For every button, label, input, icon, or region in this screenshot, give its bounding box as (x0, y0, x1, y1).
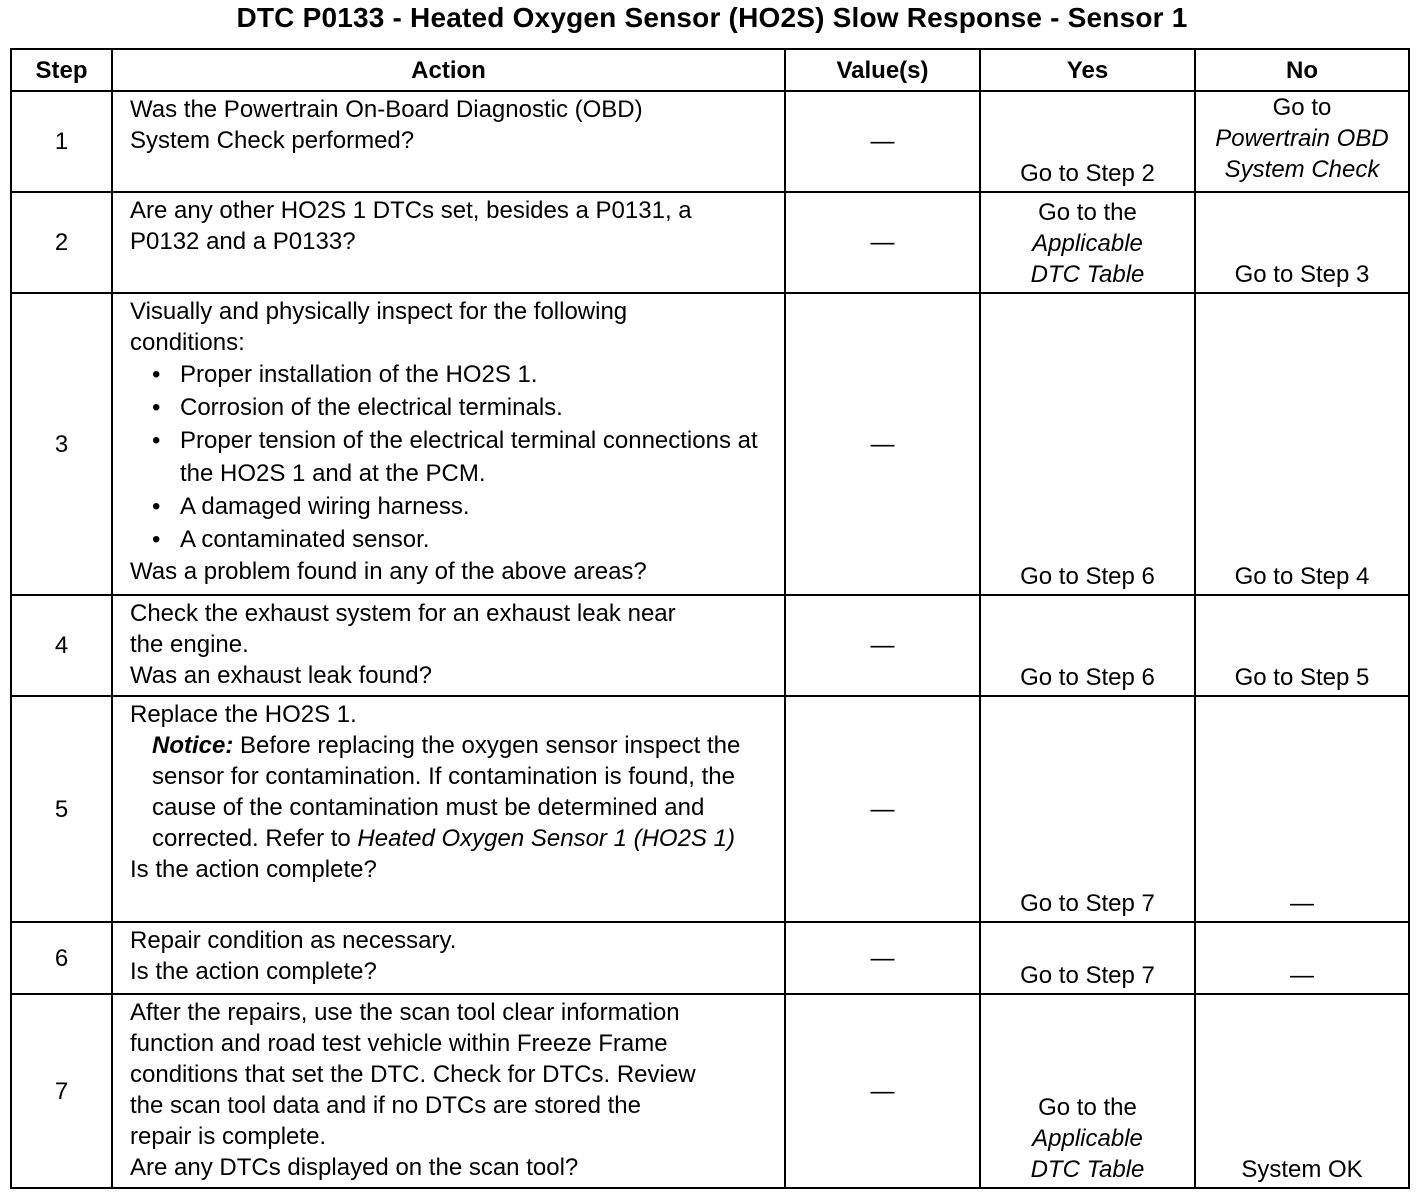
yes-cell (980, 192, 1195, 293)
action-line: System Check performed? (130, 127, 415, 154)
yes-ref-line: Applicable (1032, 1125, 1143, 1152)
yes-link: Go to Step 2 (1020, 160, 1155, 187)
list-item: • A damaged wiring harness. (152, 490, 774, 523)
condition-list (130, 358, 774, 556)
yes-cell (980, 994, 1195, 1188)
value-cell: — (785, 922, 980, 994)
list-item: • A contaminated sensor. (152, 523, 774, 556)
action-line: the engine. (130, 631, 249, 658)
no-value: — (1290, 962, 1314, 989)
header-step: Step (11, 49, 112, 91)
value-cell: — (785, 91, 980, 192)
list-item: • Corrosion of the electrical terminals. (152, 391, 774, 424)
no-ref-line: Powertrain OBD (1215, 125, 1389, 152)
diagnostic-table (10, 48, 1410, 1189)
value-cell: — (785, 696, 980, 922)
header-values: Value(s) (785, 49, 980, 91)
no-link: Go to Step 4 (1234, 563, 1370, 590)
list-item: • Proper tension of the electrical terminal connections at the HO2S 1 and at the PCM. (152, 424, 774, 490)
yes-line: Go to the (1038, 1094, 1137, 1121)
no-result: System OK (1241, 1156, 1363, 1183)
action-line: Are any other HO2S 1 DTCs set, besides a P0131, a (130, 197, 692, 224)
header-action: Action (112, 49, 785, 91)
header-yes: Yes (980, 49, 1195, 91)
no-cell (1195, 696, 1409, 922)
yes-cell (980, 922, 1195, 994)
action-question: Are any DTCs displayed on the scan tool? (130, 1154, 579, 1181)
step-number: 6 (11, 922, 112, 994)
value-cell: — (785, 994, 980, 1188)
header-row (11, 49, 1409, 91)
value-cell: — (785, 293, 980, 595)
table-row (11, 595, 1409, 696)
action-line: the scan tool data and if no DTCs are stored the (130, 1092, 641, 1119)
step-number: 7 (11, 994, 112, 1188)
action-cell (112, 91, 785, 192)
notice-block (130, 730, 774, 854)
table-row (11, 696, 1409, 922)
yes-link: Go to Step 6 (1020, 664, 1155, 691)
no-cell (1195, 91, 1409, 192)
step-number: 2 (11, 192, 112, 293)
action-line: conditions that set the DTC. Check for DTCs. Review (130, 1061, 696, 1088)
no-ref-line: System Check (1224, 156, 1380, 183)
yes-cell (980, 91, 1195, 192)
step-number: 5 (11, 696, 112, 922)
action-line: Was the Powertrain On-Board Diagnostic (OBD) (130, 96, 643, 123)
action-cell (112, 994, 785, 1188)
action-question: Was a problem found in any of the above areas? (130, 558, 647, 585)
action-line: function and road test vehicle within Freeze Frame (130, 1030, 668, 1057)
step-number: 4 (11, 595, 112, 696)
yes-link: Go to Step 6 (1020, 563, 1155, 590)
yes-cell (980, 696, 1195, 922)
list-item: • Proper installation of the HO2S 1. (152, 358, 774, 391)
yes-ref-line: DTC Table (1030, 261, 1145, 288)
action-question: Is the action complete? (130, 958, 377, 985)
action-line: P0132 and a P0133? (130, 228, 356, 255)
action-line: conditions: (130, 329, 245, 356)
table-row (11, 994, 1409, 1188)
no-line: Go to (1272, 94, 1332, 121)
yes-cell (980, 293, 1195, 595)
no-link: Go to Step 3 (1234, 261, 1370, 288)
action-cell (112, 192, 785, 293)
notice-reference: Heated Oxygen Sensor 1 (HO2S 1) (357, 825, 735, 852)
no-cell (1195, 293, 1409, 595)
yes-cell (980, 595, 1195, 696)
table-row (11, 192, 1409, 293)
yes-ref-line: Applicable (1032, 230, 1143, 257)
step-number: 1 (11, 91, 112, 192)
no-value: — (1290, 890, 1314, 917)
notice-label: Notice: (152, 732, 234, 759)
table-row (11, 293, 1409, 595)
action-line: repair is complete. (130, 1123, 327, 1150)
no-cell (1195, 994, 1409, 1188)
notice-text: Before replacing the oxygen sensor inspect the sensor for contamination. If contamination is found, the cause of the contamination must be determined and corrected. Refer to (152, 732, 741, 852)
action-line: Check the exhaust system for an exhaust leak near (130, 600, 676, 627)
no-cell (1195, 595, 1409, 696)
page-title: DTC P0133 - Heated Oxygen Sensor (HO2S) Slow Response - Sensor 1 (236, 2, 1188, 33)
value-cell: — (785, 192, 980, 293)
yes-link: Go to Step 7 (1020, 962, 1155, 989)
step-number: 3 (11, 293, 112, 595)
table-row (11, 91, 1409, 192)
yes-link: Go to Step 7 (1020, 890, 1155, 917)
action-line: After the repairs, use the scan tool clear information (130, 999, 680, 1026)
table-row (11, 922, 1409, 994)
no-link: Go to Step 5 (1234, 664, 1370, 691)
action-question: Was an exhaust leak found? (130, 662, 432, 689)
header-no: No (1195, 49, 1409, 91)
action-cell (112, 922, 785, 994)
yes-line: Go to the (1038, 199, 1137, 226)
no-cell (1195, 922, 1409, 994)
action-question: Is the action complete? (130, 856, 377, 883)
no-cell (1195, 192, 1409, 293)
action-line: Visually and physically inspect for the following (130, 298, 628, 325)
action-line: Repair condition as necessary. (130, 927, 457, 954)
action-line: Replace the HO2S 1. (130, 701, 357, 728)
value-cell: — (785, 595, 980, 696)
action-cell (112, 696, 785, 922)
yes-ref-line: DTC Table (1030, 1156, 1145, 1183)
action-cell (112, 595, 785, 696)
action-cell (112, 293, 785, 595)
